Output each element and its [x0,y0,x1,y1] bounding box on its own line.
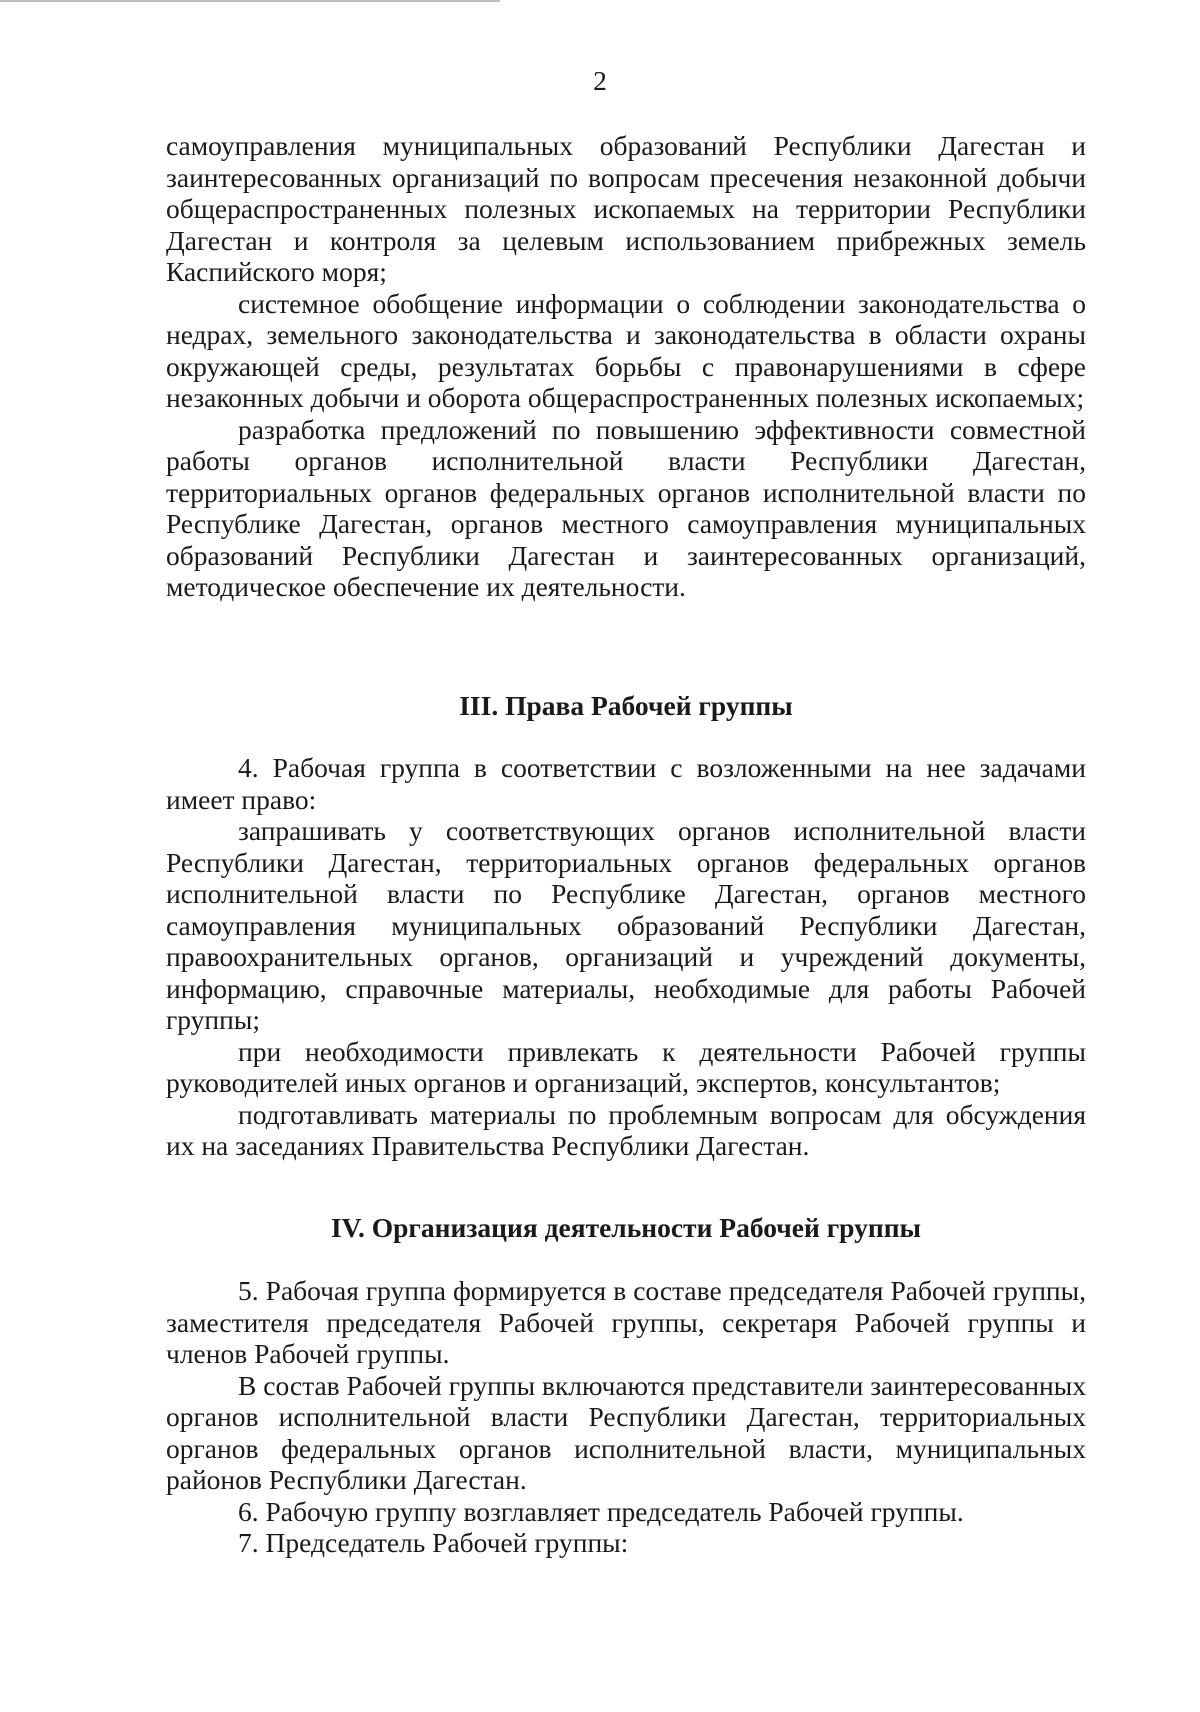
scan-edge-line [0,0,500,2]
paragraph: самоуправления муниципальных образований Республики Дагестан и заинтересованных организаций по вопросам пресечения незаконной добычи общераспространенных полезных ископаемых на территории Республики Дагестан и контроля за целевым использованием прибрежных земель Каспийского моря; [166,130,1086,287]
paragraph: 6. Рабочую группу возглавляет председатель Рабочей группы. [238,1495,964,1527]
paragraph: подготавливать материалы по проблемным вопросам для обсуждения их на заседаниях Правительства Республики Дагестан. [166,1098,1086,1161]
paragraph: В состав Рабочей группы включаются представители заинтересованных органов исполнительной власти Республики Дагестан, территориальных органов федеральных органов исполнительной власти, муниципальных районов Республики Дагестан. [166,1369,1086,1495]
paragraph: системное обобщение информации о соблюдении законодательства о недрах, земельного законодательства и законодательства в области охраны окружающей среды, результатах борьбы с правонарушениями в сфере незаконных добычи и оборота общераспространенных полезных ископаемых; [166,287,1086,413]
page-number: 2 [593,65,607,96]
section4-body [166,1275,1086,1559]
section-heading: IV. Организация деятельности Рабочей группы [330,1212,922,1243]
paragraph: запрашивать у соответствующих органов исполнительной власти Республики Дагестан, территориальных органов федеральных органов исполнительной власти по Республике Дагестан, органов местного самоуправления муниципальных образований Республики Дагестан, правоохранительных органов, организаций и учреждений документы, информацию, справочные материалы, необходимые для работы Рабочей группы; [166,815,1086,1035]
paragraph: при необходимости привлекать к деятельности Рабочей группы руководителей иных органов и организаций, экспертов, консультантов; [166,1035,1086,1098]
paragraph: 7. Председатель Рабочей группы: [238,1527,629,1558]
paragraph: 5. Рабочая группа формируется в составе председателя Рабочей группы, заместителя председателя Рабочей группы, секретаря Рабочей группы и членов Рабочей группы. [166,1275,1086,1369]
section2-continuation [166,130,1086,603]
paragraph: разработка предложений по повышению эффективности совместной работы органов исполнительной власти Республики Дагестан, территориальных органов федеральных органов исполнительной власти по Республике Дагестан, органов местного самоуправления муниципальных образований Республики Дагестан и заинтересованных организаций, методическое обеспечение их деятельности. [166,413,1086,602]
section-heading: III. Права Рабочей группы [459,690,793,721]
section3-body [166,752,1086,1162]
paragraph: 4. Рабочая группа в соответствии с возложенными на нее задачами имеет право: [166,752,1086,815]
